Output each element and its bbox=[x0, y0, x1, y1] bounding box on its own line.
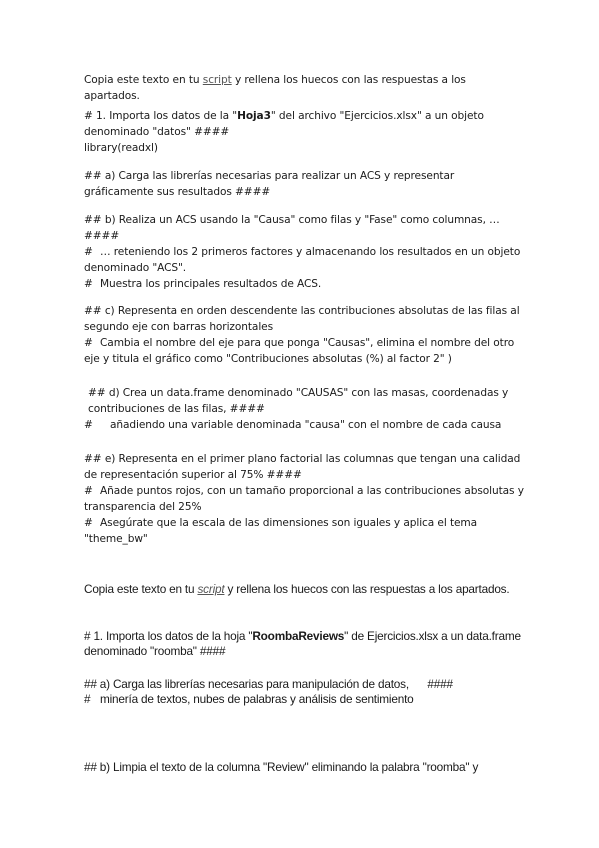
q1-code: library(readxl) bbox=[84, 142, 158, 154]
question-d bbox=[84, 385, 528, 433]
qc-line-2: Cambia el nombre del eje para que ponga "Causas", elimina el nombre del otro eje y titula el gráfico como "Contribuciones absolutas (%) al factor 2" ) bbox=[84, 337, 515, 365]
script-link[interactable]: script bbox=[197, 582, 225, 596]
intro-paragraph-1 bbox=[84, 72, 524, 104]
q1-text: # 1. Importa los datos de la hoja " bbox=[84, 629, 253, 643]
q1-text: # 1. Importa los datos de la " bbox=[84, 110, 238, 122]
sheet-name: Hoja3 bbox=[237, 110, 271, 122]
question-1 bbox=[84, 108, 524, 156]
qe-line-3: Asegúrate que la escala de las dimensiones son iguales y aplica el tema "theme_bw" bbox=[84, 517, 478, 545]
qb-line-2: … reteniendo los 2 primeros factores y almacenando los resultados en un objeto denominado "ACS". bbox=[84, 246, 521, 274]
question-1-roomba bbox=[84, 629, 524, 659]
comment-hash: # bbox=[84, 517, 93, 529]
qa-text: ## a) Carga las librerías necesarias para realizar un ACS y representar gráficamente sus resultados #### bbox=[84, 170, 455, 198]
question-c bbox=[84, 303, 524, 367]
qd-line-2: añadiendo una variable denominada "causa" con el nombre de cada causa bbox=[110, 419, 502, 431]
comment-hash: # bbox=[84, 692, 91, 706]
q1-text-end: " de Ejercicios.xlsx a un data.frame denominado "roomba" #### bbox=[84, 629, 521, 658]
intro-text-end: y rellena los huecos con las respuestas a los apartados. bbox=[84, 74, 466, 102]
qe-text: ## e) Representa en el primer plano factorial las columnas que tengan una calidad de representación superior al 75% #### bbox=[84, 453, 521, 481]
qb-text: ## b) Realiza un ACS usando la "Causa" como filas y "Fase" como columnas, … #### bbox=[84, 214, 500, 242]
comment-hash: # bbox=[84, 485, 93, 497]
qa-text: ## a) Carga las librerías necesarias para manipulación de datos, #### bbox=[84, 677, 453, 691]
qd-text: ## d) Crea un data.frame denominado "CAUSAS" con las masas, coordenadas y contribuciones de las filas, #### bbox=[88, 387, 509, 415]
sheet-name: RoombaReviews bbox=[252, 629, 345, 643]
comment-hash: # bbox=[84, 246, 93, 258]
qb-line-3: Muestra los principales resultados de ACS. bbox=[100, 278, 322, 290]
question-e bbox=[84, 451, 524, 547]
qb-text: ## b) Limpia el texto de la columna "Review" eliminando la palabra "roomba" y bbox=[84, 760, 479, 774]
qe-line-2: Añade puntos rojos, con un tamaño proporcional a las contribuciones absolutas y transparencia del 25% bbox=[84, 485, 524, 513]
question-b-roomba bbox=[84, 760, 524, 775]
comment-hash: # bbox=[84, 419, 93, 431]
intro-text-end: y rellena los huecos con las respuestas a los apartados. bbox=[224, 582, 510, 596]
script-link[interactable]: script bbox=[202, 74, 232, 86]
q1-text-end: " del archivo "Ejercicios.xlsx" a un objeto denominado "datos" #### bbox=[84, 110, 484, 138]
question-a-roomba bbox=[84, 677, 524, 707]
comment-hash: # bbox=[84, 337, 93, 349]
intro-paragraph-2 bbox=[84, 582, 524, 597]
question-a bbox=[84, 168, 524, 200]
qa-line-2: minería de textos, nubes de palabras y análisis de sentimiento bbox=[100, 692, 414, 706]
intro-text: Copia este texto en tu bbox=[84, 74, 203, 86]
intro-text: Copia este texto en tu bbox=[84, 582, 198, 596]
qc-text: ## c) Representa en orden descendente las contribuciones absolutas de las filas al segundo eje con barras horizontales bbox=[84, 305, 520, 333]
comment-hash: # bbox=[84, 278, 93, 290]
question-b bbox=[84, 212, 524, 292]
